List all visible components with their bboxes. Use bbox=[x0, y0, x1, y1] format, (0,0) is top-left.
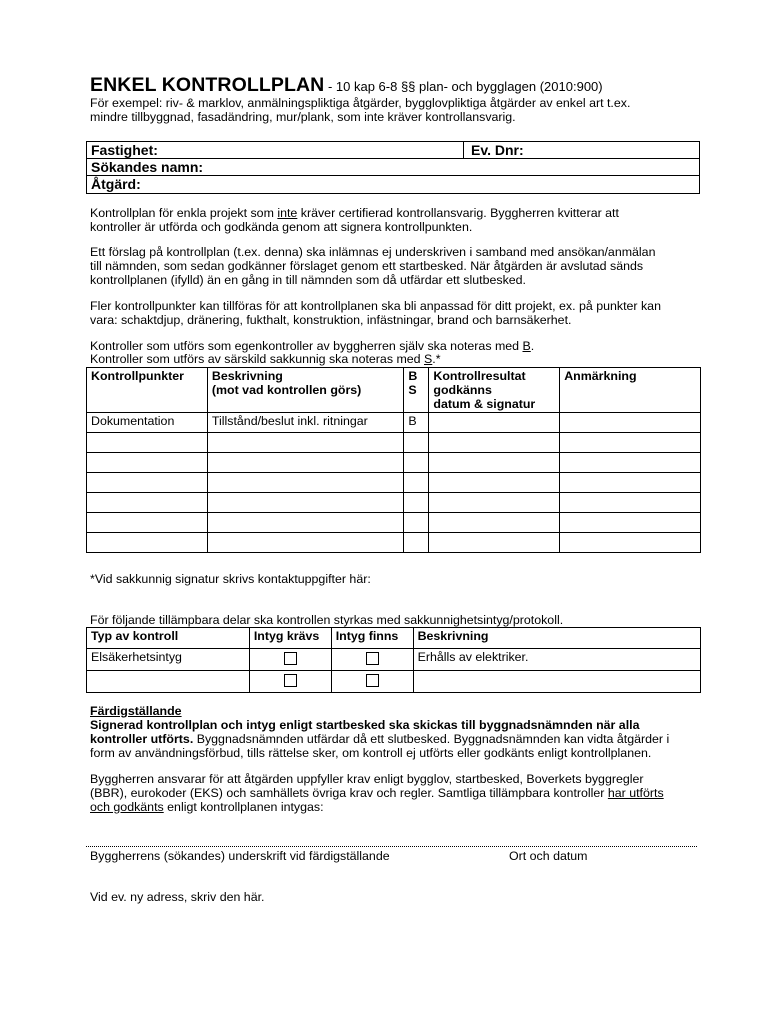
certificates-intro: För följande tillämpbara delar ska kontrollen styrkas med sakkunnighetsintyg/protokoll. bbox=[90, 613, 564, 627]
table-row[interactable] bbox=[87, 473, 701, 493]
action-row[interactable] bbox=[87, 176, 699, 193]
intyg-finns-cell[interactable] bbox=[331, 671, 413, 693]
cell-punkt[interactable] bbox=[87, 453, 208, 473]
intro-line-1: För exempel: riv- & marklov, anmälningspliktiga åtgärder, bygglovpliktiga åtgärder av enkel art t.ex. bbox=[90, 96, 631, 110]
document-title-line bbox=[90, 74, 603, 97]
cell-bs[interactable] bbox=[404, 433, 429, 453]
cell-cert-beskrivning[interactable]: Erhålls av elektriker. bbox=[413, 649, 700, 671]
property-row[interactable] bbox=[87, 142, 699, 159]
cell-bs[interactable] bbox=[404, 513, 429, 533]
dnr-label: Ev. Dnr: bbox=[471, 142, 524, 158]
completion-heading: Färdigställande bbox=[90, 704, 182, 718]
responsibility-line2: (BBR), eurokoder (EKS) och samhällets övriga krav och regler. Samtliga tillämpbara kontroller har utförts bbox=[90, 786, 664, 800]
para3-line1: Fler kontrollpunkter kan tillföras för att kontrollplanen ska bli anpassad för ditt projekt, ex. på punkter kan bbox=[90, 299, 661, 313]
intyg-kravs-checkbox[interactable] bbox=[284, 652, 297, 665]
cell-beskrivning[interactable]: Tillstånd/beslut inkl. ritningar bbox=[207, 413, 404, 433]
cell-resultat[interactable] bbox=[429, 433, 560, 453]
intro-line-2: mindre tillbyggnad, fasadändring, mur/plank, som inte kräver kontrollansvarig. bbox=[90, 110, 516, 124]
intyg-kravs-checkbox[interactable] bbox=[284, 674, 297, 687]
cell-anmarkning[interactable] bbox=[560, 433, 701, 453]
cell-bs[interactable] bbox=[404, 453, 429, 473]
cell-anmarkning[interactable] bbox=[560, 533, 701, 553]
para2-line3: kontrollplanen (ifylld) än en gång in till nämnden som då utfärdar ett slutbesked. bbox=[90, 273, 526, 287]
cell-resultat[interactable] bbox=[429, 473, 560, 493]
cell-beskrivning[interactable] bbox=[207, 513, 404, 533]
atgard-label: Åtgärd: bbox=[91, 176, 141, 192]
responsibility-line1: Byggherren ansvarar för att åtgärden uppfyller krav enligt bygglov, startbesked, Boverkets byggregler bbox=[90, 772, 644, 786]
table-row[interactable] bbox=[87, 433, 701, 453]
cell-anmarkning[interactable] bbox=[560, 493, 701, 513]
table-row[interactable] bbox=[87, 453, 701, 473]
emphasis-inte: inte bbox=[277, 206, 298, 220]
table-row[interactable] bbox=[87, 413, 701, 433]
col-anmarkning: Anmärkning bbox=[560, 368, 701, 413]
cell-punkt[interactable] bbox=[87, 433, 208, 453]
intyg-kravs-cell[interactable] bbox=[249, 649, 331, 671]
col-intyg-kravs: Intyg krävs bbox=[249, 628, 331, 649]
para2-line2: till nämnden, som sedan godkänner förslaget genom ett startbesked. När åtgärden är avslutad sänds bbox=[90, 259, 644, 273]
cell-beskrivning[interactable] bbox=[207, 533, 404, 553]
para1-line1: Kontrollplan för enkla projekt som inte kräver certifierad kontrollansvarig. Byggherren kvitterar att bbox=[90, 206, 619, 220]
cell-anmarkning[interactable] bbox=[560, 453, 701, 473]
cell-bs[interactable] bbox=[404, 473, 429, 493]
col-kontrollpunkter: Kontrollpunkter bbox=[87, 368, 208, 413]
cell-punkt[interactable] bbox=[87, 473, 208, 493]
table-row[interactable] bbox=[87, 533, 701, 553]
intyg-kravs-cell[interactable] bbox=[249, 671, 331, 693]
para4-line1: Kontroller som utförs som egenkontroller av byggherren själv ska noteras med B. bbox=[90, 339, 535, 353]
sokande-label: Sökandes namn: bbox=[91, 159, 204, 175]
intyg-finns-checkbox[interactable] bbox=[366, 674, 379, 687]
cell-beskrivning[interactable] bbox=[207, 493, 404, 513]
cell-resultat[interactable] bbox=[429, 493, 560, 513]
para2-line1: Ett förslag på kontrollplan (t.ex. denna) ska inlämnas ej underskriven i samband med ansökan/anmälan bbox=[90, 245, 656, 259]
cell-punkt[interactable] bbox=[87, 513, 208, 533]
control-table-header bbox=[87, 368, 701, 413]
date-label: Ort och datum bbox=[509, 849, 588, 863]
cell-punkt[interactable] bbox=[87, 533, 208, 553]
para4-line2: Kontroller som utförs av särskild sakkunnig ska noteras med S.* bbox=[90, 352, 441, 366]
cell-beskrivning[interactable] bbox=[207, 433, 404, 453]
responsibility-line3: och godkänts enligt kontrollplanen intygas: bbox=[90, 800, 324, 814]
cell-anmarkning[interactable] bbox=[560, 513, 701, 533]
cell-resultat[interactable] bbox=[429, 453, 560, 473]
cell-anmarkning[interactable] bbox=[560, 473, 701, 493]
cell-resultat[interactable] bbox=[429, 513, 560, 533]
cell-cert-beskrivning[interactable] bbox=[413, 671, 700, 693]
para3-line2: vara: schaktdjup, dränering, fukthalt, konstruktion, infästningar, brand och barnsäkerhet. bbox=[90, 313, 572, 327]
col-cert-beskrivning: Beskrivning bbox=[413, 628, 700, 649]
para1-line2: kontroller är utförda och godkända genom att signera kontrollpunkten. bbox=[90, 220, 473, 234]
certificate-row[interactable] bbox=[87, 671, 701, 693]
signature-line[interactable] bbox=[86, 846, 697, 847]
certificates-header bbox=[87, 628, 701, 649]
cell-anmarkning[interactable] bbox=[560, 413, 701, 433]
certificate-row[interactable] bbox=[87, 649, 701, 671]
completion-line2: kontroller utförts. Byggnadsnämnden utfärdar då ett slutbesked. Byggnadsnämnden kan vidta åtgärder i bbox=[90, 732, 670, 746]
cell-bs[interactable] bbox=[404, 533, 429, 553]
fastighet-label: Fastighet: bbox=[91, 142, 158, 158]
cell-bs[interactable]: B bbox=[404, 413, 429, 433]
cell-beskrivning[interactable] bbox=[207, 453, 404, 473]
applicant-row[interactable] bbox=[87, 159, 699, 176]
cell-punkt[interactable]: Dokumentation bbox=[87, 413, 208, 433]
cell-resultat[interactable] bbox=[429, 413, 560, 433]
cell-punkt[interactable] bbox=[87, 493, 208, 513]
cell-resultat[interactable] bbox=[429, 533, 560, 553]
completion-line3: form av användningsförbud, tills rättelse sker, om kontroll ej utförts eller godkänts enligt kontrollplanen. bbox=[90, 746, 652, 760]
col-beskrivning: Beskrivning (mot vad kontrollen görs) bbox=[207, 368, 404, 413]
intyg-finns-cell[interactable] bbox=[331, 649, 413, 671]
table-row[interactable] bbox=[87, 493, 701, 513]
certificates-table bbox=[86, 627, 701, 693]
intyg-finns-checkbox[interactable] bbox=[366, 652, 379, 665]
col-typ: Typ av kontroll bbox=[87, 628, 250, 649]
col-intyg-finns: Intyg finns bbox=[331, 628, 413, 649]
col-kontrollresultat: Kontrollresultat godkänns datum & signatur bbox=[429, 368, 560, 413]
property-divider bbox=[463, 142, 464, 159]
expert-footnote: *Vid sakkunnig signatur skrivs kontaktuppgifter här: bbox=[90, 572, 371, 586]
address-note: Vid ev. ny adress, skriv den här. bbox=[90, 890, 265, 904]
cell-typ[interactable]: Elsäkerhetsintyg bbox=[87, 649, 250, 671]
cell-bs[interactable] bbox=[404, 493, 429, 513]
signature-label: Byggherrens (sökandes) underskrift vid färdigställande bbox=[90, 849, 390, 863]
cell-typ[interactable] bbox=[87, 671, 250, 693]
completion-bold-line1: Signerad kontrollplan och intyg enligt startbesked ska skickas till byggnadsnämnden när alla bbox=[90, 718, 640, 732]
control-points-table bbox=[86, 367, 701, 553]
cell-beskrivning[interactable] bbox=[207, 473, 404, 493]
table-row[interactable] bbox=[87, 513, 701, 533]
document-title: ENKEL KONTROLLPLAN bbox=[90, 74, 325, 96]
legal-reference: - 10 kap 6-8 §§ plan- och bygglagen (2010:900) bbox=[324, 79, 603, 94]
property-info-box bbox=[86, 141, 700, 194]
col-bs: B S bbox=[404, 368, 429, 413]
